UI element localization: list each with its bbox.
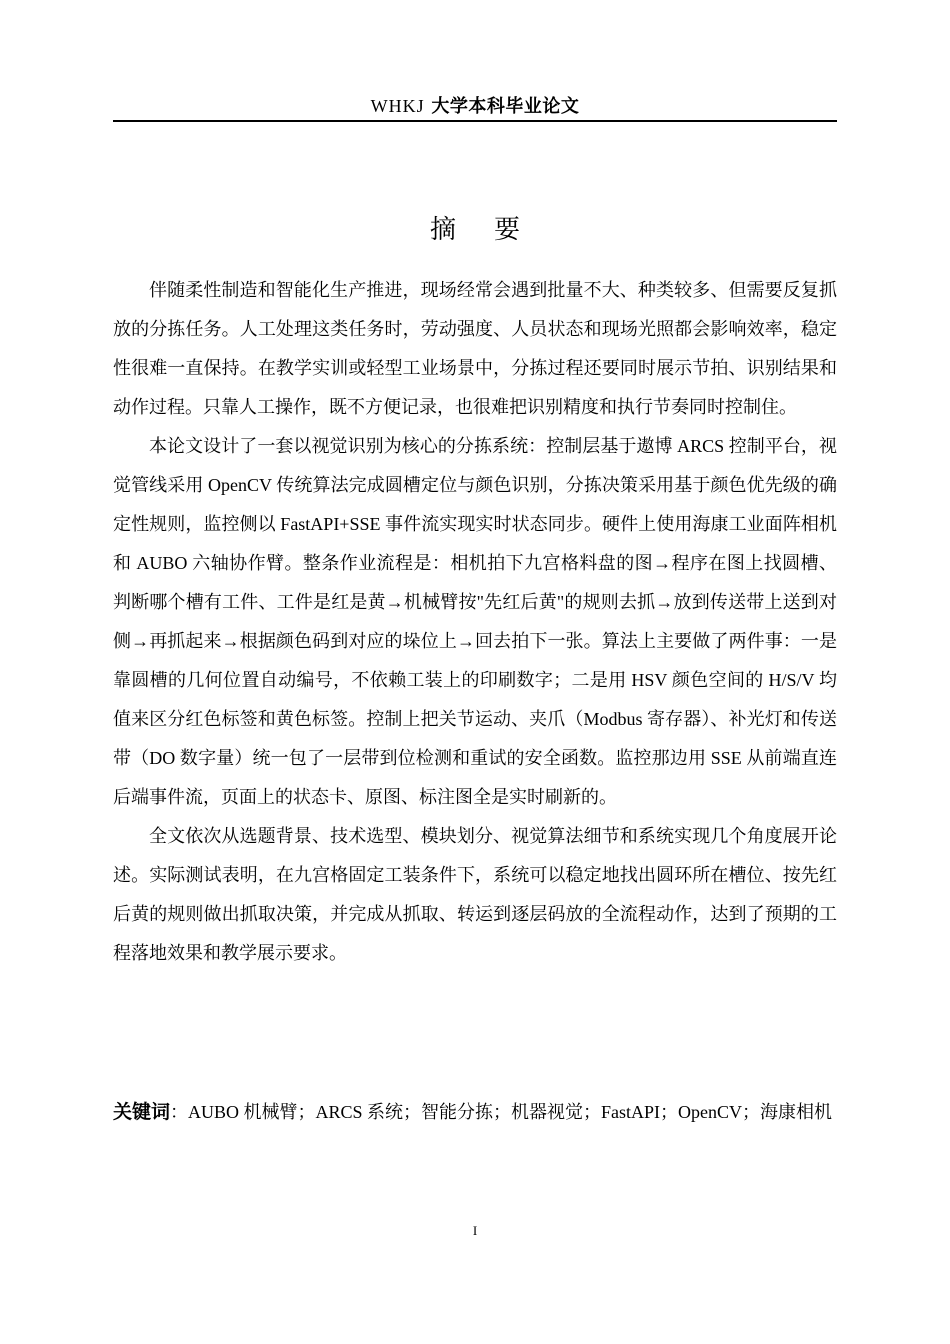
abstract-title: 摘要 xyxy=(429,215,558,246)
header-thesis-type: 大学本科毕业论文 xyxy=(431,96,580,117)
keywords-label: 关键词 xyxy=(113,1101,171,1123)
header-school-abbrev: WHKJ xyxy=(370,96,425,116)
abstract-paragraph-2: 本论文设计了一套以视觉识别为核心的分拣系统：控制层基于遨博 ARCS 控制平台，视觉管线采用 OpenCV 传统算法完成圆槽定位与颜色识别，分拣决策采用基于颜色优先级的确定性规则，监控侧以 FastAPI+SSE 事件流实现实时状态同步。硬件上使用海康工业面阵相机和 AUBO 六轴协作臂。整条作业流程是：相机拍下九宫格料盘的图→程序在图上找圆槽、判断哪个槽有工件、工件是红是黄→机械臂按"先红后黄"的规则去抓→放到传送带上送到对侧→再抓起来→根据颜色码到对应的垛位上→回去拍下一张。算法上主要做了两件事：一是靠圆槽的几何位置自动编号，不依赖工装上的印刷数字；二是用 HSV 颜色空间的 H/S/V 均值来区分红色标签和黄色标签。控制上把关节运动、夹爪（Modbus 寄存器）、补光灯和传送带（DO 数字量）统一包了一层带到位检测和重试的安全函数。监控那边用 SSE 从前端直连后端事件流，页面上的状态卡、原图、标注图全是实时刷新的。 xyxy=(113,436,837,807)
abstract-body xyxy=(113,271,837,973)
page-number: I xyxy=(472,1223,478,1238)
abstract-paragraph-3: 全文依次从选题背景、技术选型、模块划分、视觉算法细节和系统实现几个角度展开论述。实际测试表明，在九宫格固定工装条件下，系统可以稳定地找出圆环所在槽位、按先红后黄的规则做出抓取决策，并完成从抓取、转运到逐层码放的全流程动作，达到了预期的工程落地效果和教学展示要求。 xyxy=(113,826,837,963)
keywords-line xyxy=(113,1093,837,1132)
abstract-paragraph-1: 伴随柔性制造和智能化生产推进，现场经常会遇到批量不大、种类较多、但需要反复抓放的分拣任务。人工处理这类任务时，劳动强度、人员状态和现场光照都会影响效率，稳定性很难一直保持。在教学实训或轻型工业场景中，分拣过程还要同时展示节拍、识别结果和动作过程。只靠人工操作，既不方便记录，也很难把识别精度和执行节奏同时控制住。 xyxy=(113,280,837,417)
header-rule xyxy=(113,120,837,122)
keywords-separator: ： xyxy=(170,1102,189,1122)
running-header xyxy=(113,92,837,120)
keywords-text: AUBO 机械臂；ARCS 系统；智能分拣；机器视觉；FastAPI；OpenCV；海康相机 xyxy=(188,1102,833,1122)
